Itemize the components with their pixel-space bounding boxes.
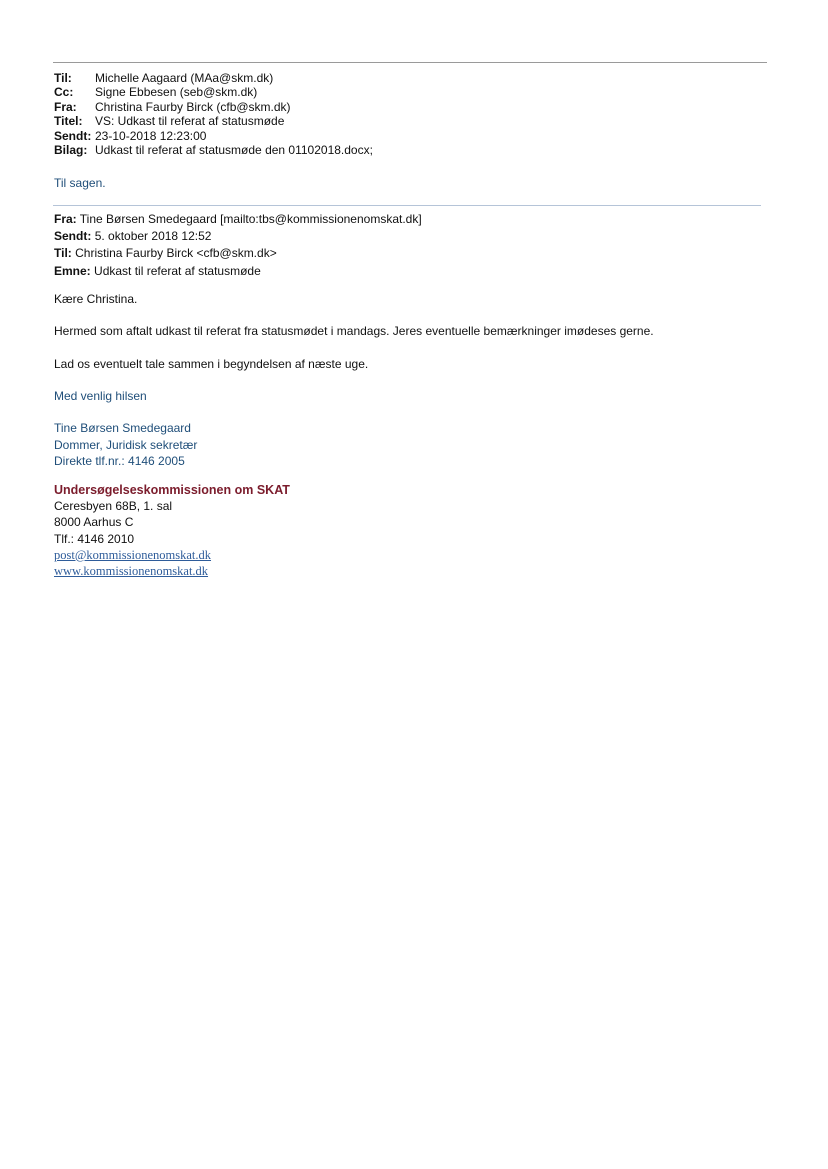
fwd-row-to [54, 245, 422, 262]
forward-note: Til sagen. [54, 176, 106, 190]
header-row-to [54, 71, 373, 85]
fwd-label: Sendt: [54, 229, 92, 244]
header-row-sent [54, 129, 373, 143]
fwd-row-subject [54, 263, 422, 280]
greeting: Kære Christina. [54, 292, 138, 306]
header-row-title [54, 114, 373, 128]
signature-phone: Direkte tlf.nr.: 4146 2005 [54, 454, 185, 469]
header-row-cc [54, 85, 373, 99]
address-line: 8000 Aarhus C [54, 515, 134, 530]
header-value: Christina Faurby Birck (cfb@skm.dk) [95, 99, 291, 114]
signature-title: Dommer, Juridisk sekretær [54, 437, 198, 452]
fwd-value: Christina Faurby Birck <cfb@skm.dk> [75, 246, 277, 261]
header-value: Signe Ebbesen (seb@skm.dk) [95, 85, 258, 100]
signature-block [54, 420, 197, 470]
body-paragraph: Lad os eventuelt tale sammen i begyndelsen af næste uge. [54, 357, 369, 371]
forward-divider [53, 205, 761, 206]
closing: Med venlig hilsen [54, 389, 147, 403]
header-label: Til: [54, 71, 72, 85]
fwd-row-from [54, 211, 422, 228]
organization-name: Undersøgelseskommissionen om SKAT [54, 483, 290, 497]
header-label: Cc: [54, 85, 74, 100]
org-phone: Tlf.: 4146 2010 [54, 531, 135, 546]
header-label: Fra: [54, 99, 77, 114]
header-value: Michelle Aagaard (MAa@skm.dk) [95, 71, 274, 85]
fwd-label: Emne: [54, 263, 91, 278]
signature-name: Tine Børsen Smedegaard [54, 421, 191, 435]
header-row-attachment [54, 143, 373, 157]
website-link[interactable]: www.kommissionenomskat.dk [54, 564, 209, 579]
body-paragraph: Hermed som aftalt udkast til referat fra statusmødet i mandags. Jeres eventuelle bemærkninger imødeses gerne. [54, 324, 654, 338]
organization-block [54, 482, 290, 579]
header-value: 23-10-2018 12:23:00 [95, 128, 207, 143]
header-label: Sendt: [54, 128, 92, 143]
fwd-value: Tine Børsen Smedegaard [mailto:tbs@kommissionenomskat.dk] [79, 212, 422, 226]
fwd-row-sent [54, 228, 422, 245]
header-label: Bilag: [54, 143, 88, 158]
fwd-label: Til: [54, 246, 72, 261]
attachment-name: Udkast til referat af statusmøde den 01102018.docx; [95, 143, 373, 158]
fwd-label: Fra: [54, 212, 77, 226]
header-row-from [54, 100, 373, 114]
fwd-value: Udkast til referat af statusmøde [94, 263, 261, 278]
top-divider [53, 62, 767, 63]
fwd-value: 5. oktober 2018 12:52 [94, 229, 212, 244]
header-value: VS: Udkast til referat af statusmøde [95, 114, 285, 129]
address-line: Ceresbyen 68B, 1. sal [54, 499, 173, 514]
email-link[interactable]: post@kommissionenomskat.dk [54, 547, 212, 562]
forwarded-email-header [54, 211, 422, 280]
outer-email-header [54, 71, 373, 157]
header-label: Titel: [54, 114, 83, 129]
